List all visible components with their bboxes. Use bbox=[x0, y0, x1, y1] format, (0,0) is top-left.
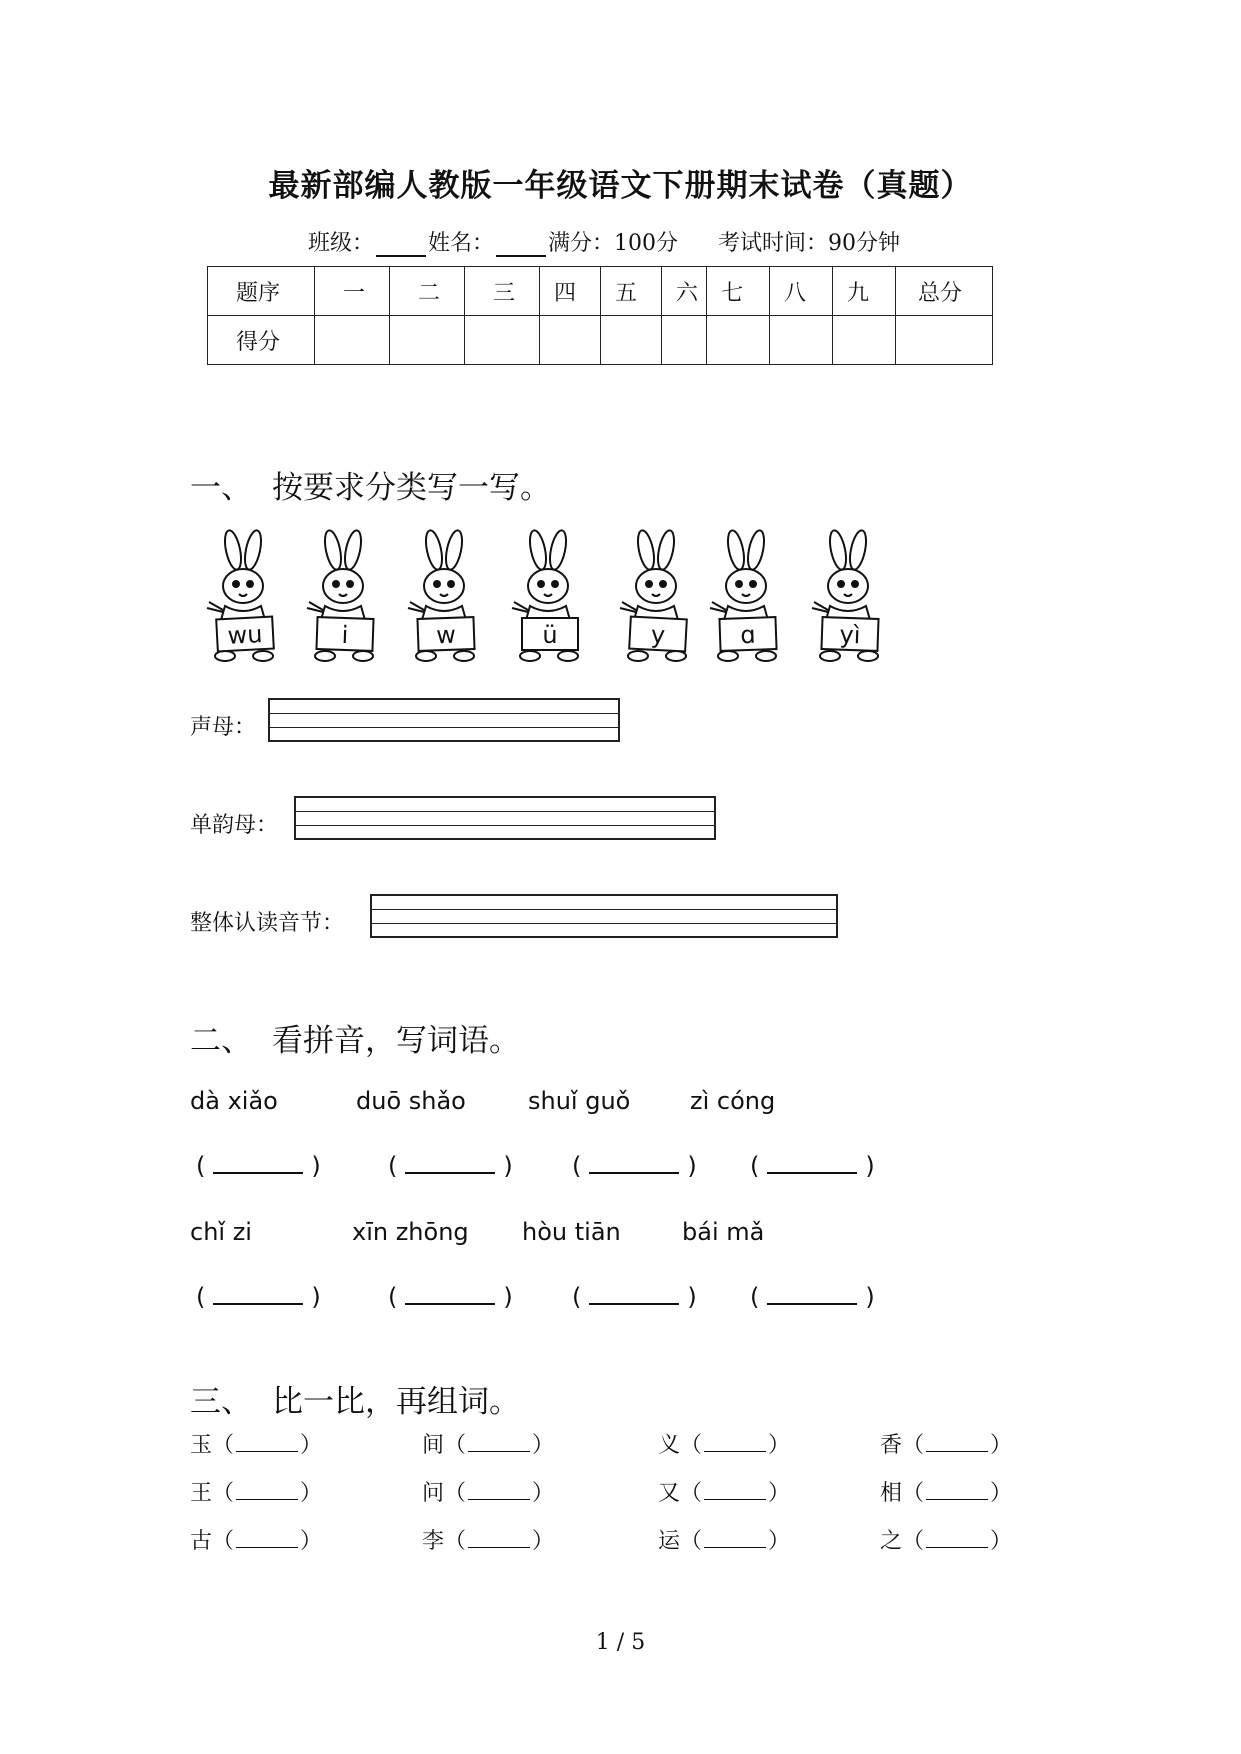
compare-blank[interactable] bbox=[926, 1481, 988, 1500]
score-header-cell: 六 bbox=[662, 267, 707, 316]
compare-blank[interactable] bbox=[468, 1529, 530, 1548]
pinyin-word: hòu tiān bbox=[522, 1218, 621, 1246]
answer-blank[interactable]: ( ) bbox=[196, 1152, 321, 1180]
score-table bbox=[207, 266, 993, 365]
compare-blank[interactable] bbox=[704, 1481, 766, 1500]
score-header-cell: 题序 bbox=[208, 267, 315, 316]
pinyin-word: xīn zhōng bbox=[352, 1218, 469, 1246]
bunny-card-label: wu bbox=[226, 620, 264, 650]
compare-char: 义 bbox=[658, 1433, 681, 1458]
compare-item[interactable]: 王（ ） bbox=[190, 1481, 323, 1506]
score-header-cell: 七 bbox=[707, 267, 770, 316]
compare-item[interactable]: 相（ ） bbox=[880, 1481, 1013, 1506]
bunny-card-label: y bbox=[650, 620, 666, 650]
score-cell[interactable] bbox=[662, 316, 707, 365]
compare-char: 又 bbox=[658, 1481, 681, 1506]
score-cell[interactable] bbox=[315, 316, 390, 365]
compare-blank[interactable] bbox=[236, 1433, 298, 1452]
section-title: 按要求分类写一写。 bbox=[272, 470, 551, 506]
compare-char: 之 bbox=[880, 1529, 903, 1554]
page-title: 最新部编人教版一年级语文下册期末试卷（真题） bbox=[268, 168, 973, 204]
compare-char: 运 bbox=[658, 1529, 681, 1554]
compare-char: 李 bbox=[422, 1529, 445, 1554]
zhengti-writing-lines[interactable] bbox=[370, 894, 838, 938]
score-cell[interactable] bbox=[390, 316, 465, 365]
answer-blank[interactable]: ( ) bbox=[750, 1283, 875, 1311]
bunny-card bbox=[698, 528, 798, 668]
answer-blank[interactable]: ( ) bbox=[388, 1283, 513, 1311]
compare-item[interactable]: 运（ ） bbox=[658, 1529, 791, 1554]
pinyin-word: shuǐ guǒ bbox=[528, 1087, 631, 1115]
compare-blank[interactable] bbox=[468, 1481, 530, 1500]
danyunmu-writing-lines[interactable] bbox=[294, 796, 716, 840]
bunny-card bbox=[608, 528, 708, 668]
answer-blank[interactable]: ( ) bbox=[572, 1283, 697, 1311]
compare-blank[interactable] bbox=[704, 1433, 766, 1452]
compare-blank[interactable] bbox=[236, 1529, 298, 1548]
score-header-cell: 三 bbox=[465, 267, 540, 316]
score-cell[interactable] bbox=[540, 316, 601, 365]
score-cell[interactable] bbox=[770, 316, 833, 365]
bunny-card bbox=[800, 528, 900, 668]
section-1-heading bbox=[190, 462, 551, 507]
compare-blank[interactable] bbox=[926, 1433, 988, 1452]
compare-char: 间 bbox=[422, 1433, 445, 1458]
compare-char: 王 bbox=[190, 1481, 213, 1506]
full-score: 满分：100分 bbox=[548, 231, 679, 256]
compare-item[interactable]: 之（ ） bbox=[880, 1529, 1013, 1554]
compare-item[interactable]: 玉（ ） bbox=[190, 1433, 323, 1458]
compare-char: 玉 bbox=[190, 1433, 213, 1458]
section-number: 三、 bbox=[190, 1384, 252, 1420]
score-header-cell: 五 bbox=[601, 267, 662, 316]
name-blank[interactable] bbox=[496, 233, 546, 257]
class-blank[interactable] bbox=[376, 233, 426, 257]
class-label: 班级： bbox=[308, 231, 375, 256]
bunny-card-label: w bbox=[435, 620, 457, 650]
score-cell[interactable] bbox=[601, 316, 662, 365]
bunny-card bbox=[500, 528, 600, 668]
page-number: 1 / 5 bbox=[595, 1630, 646, 1655]
score-header-cell: 四 bbox=[540, 267, 601, 316]
answer-blank[interactable]: ( ) bbox=[196, 1283, 321, 1311]
compare-item[interactable]: 李（ ） bbox=[422, 1529, 555, 1554]
compare-item[interactable]: 义（ ） bbox=[658, 1433, 791, 1458]
compare-item[interactable]: 香（ ） bbox=[880, 1433, 1013, 1458]
compare-blank[interactable] bbox=[468, 1433, 530, 1452]
score-cell[interactable] bbox=[896, 316, 993, 365]
score-header-row bbox=[208, 267, 993, 316]
compare-item[interactable]: 又（ ） bbox=[658, 1481, 791, 1506]
score-row bbox=[208, 316, 993, 365]
shengmu-writing-lines[interactable] bbox=[268, 698, 620, 742]
compare-char: 古 bbox=[190, 1529, 213, 1554]
score-header-cell: 八 bbox=[770, 267, 833, 316]
bunny-card-label: yì bbox=[839, 620, 861, 650]
answer-blank[interactable]: ( ) bbox=[388, 1152, 513, 1180]
section-number: 二、 bbox=[190, 1023, 252, 1059]
score-header-cell: 总分 bbox=[896, 267, 993, 316]
pinyin-word: chǐ zi bbox=[190, 1218, 252, 1246]
section-title: 看拼音，写词语。 bbox=[272, 1023, 520, 1059]
compare-item[interactable]: 古（ ） bbox=[190, 1529, 323, 1554]
score-header-cell: 九 bbox=[833, 267, 896, 316]
compare-char: 相 bbox=[880, 1481, 903, 1506]
exam-info bbox=[308, 226, 900, 257]
section-2-heading bbox=[190, 1015, 520, 1060]
bunny-card-label: i bbox=[341, 620, 349, 650]
bunny-card-label: ɑ bbox=[739, 620, 757, 650]
bunny-card bbox=[195, 528, 295, 668]
bunny-card bbox=[396, 528, 496, 668]
answer-blank[interactable]: ( ) bbox=[750, 1152, 875, 1180]
bunny-card-label: ü bbox=[542, 621, 558, 649]
bunny-card bbox=[295, 528, 395, 668]
score-header-cell: 一 bbox=[315, 267, 390, 316]
section-3-heading bbox=[190, 1376, 520, 1421]
danyunmu-label: 单韵母： bbox=[190, 813, 279, 838]
score-cell[interactable] bbox=[833, 316, 896, 365]
compare-blank[interactable] bbox=[704, 1529, 766, 1548]
name-label: 姓名： bbox=[428, 231, 495, 256]
compare-char: 香 bbox=[880, 1433, 903, 1458]
pinyin-word: bái mǎ bbox=[682, 1218, 765, 1246]
pinyin-word: zì cóng bbox=[690, 1087, 776, 1115]
score-cell[interactable] bbox=[707, 316, 770, 365]
section-number: 一、 bbox=[190, 470, 252, 506]
compare-item[interactable]: 问（ ） bbox=[422, 1481, 555, 1506]
score-row-label: 得分 bbox=[208, 316, 315, 365]
shengmu-label: 声母： bbox=[190, 715, 257, 740]
compare-char: 问 bbox=[422, 1481, 445, 1506]
answer-blank[interactable]: ( ) bbox=[572, 1152, 697, 1180]
compare-item[interactable]: 间（ ） bbox=[422, 1433, 555, 1458]
compare-blank[interactable] bbox=[236, 1481, 298, 1500]
pinyin-word: dà xiǎo bbox=[190, 1087, 278, 1115]
score-cell[interactable] bbox=[465, 316, 540, 365]
score-header-cell: 二 bbox=[390, 267, 465, 316]
section-title: 比一比，再组词。 bbox=[272, 1384, 520, 1420]
zhengti-label: 整体认读音节： bbox=[190, 911, 345, 936]
exam-time: 考试时间：90分钟 bbox=[718, 231, 901, 256]
pinyin-word: duō shǎo bbox=[356, 1087, 466, 1115]
compare-blank[interactable] bbox=[926, 1529, 988, 1548]
